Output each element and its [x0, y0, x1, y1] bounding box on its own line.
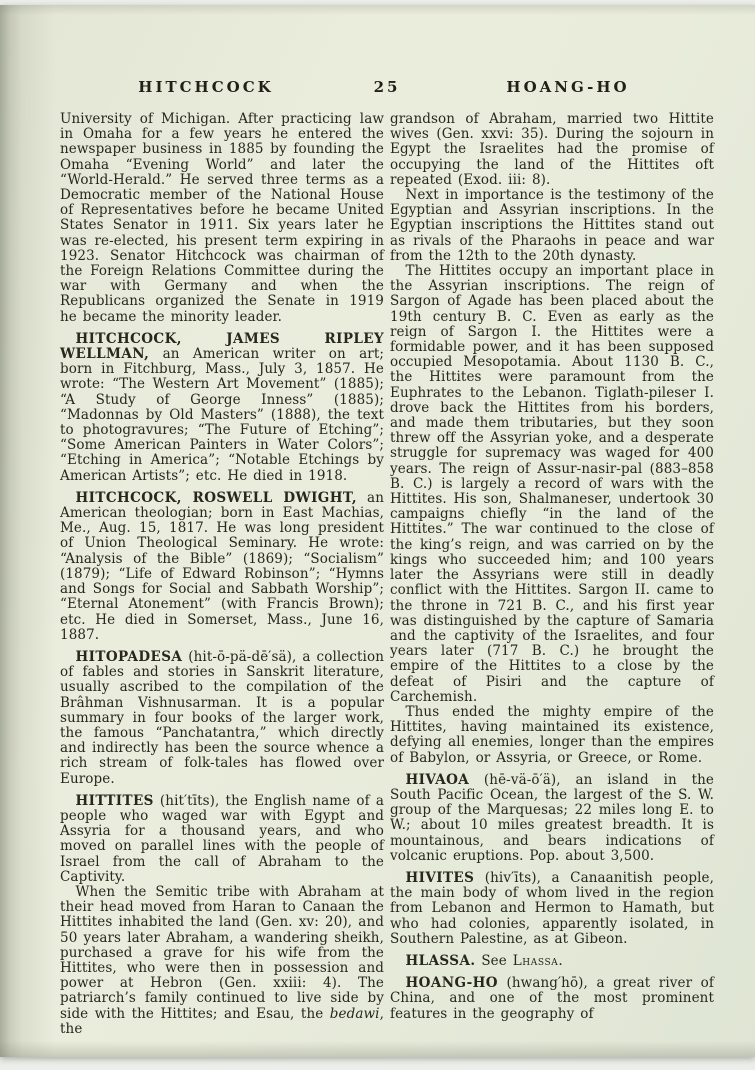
paragraph-hitopadesa	[60, 650, 384, 787]
entry-headword: HITCHCOCK, JAMES RIPLEY WELLMAN,	[60, 330, 384, 363]
paragraph-hivaoa	[390, 773, 714, 864]
text-run: .	[558, 952, 563, 969]
paragraph-hittites-assyrian	[390, 264, 714, 705]
guide-word-right: HOANG-HO	[506, 78, 630, 96]
column-right	[390, 112, 714, 1037]
text-run: an American theologian; born in East Machias, Me., Aug. 15, 1817. He was long president of Union Theological Seminary. He wrote: “Analysis of the Bible” (1869); “Socialism” (1879); “Life of Edward Robinson”; “Hymns and Songs for Social and Sabbath Worship”; “Eternal Atonement” (with Francis Brown); etc. He died in Somerset, Mass., June 16, 1887.	[60, 489, 384, 643]
paragraph-hitchcock-james-ripley-wellman	[60, 332, 384, 484]
paragraph-hittites-semitic-tribe	[60, 885, 384, 1037]
page-gutter-shadow	[0, 5, 60, 1057]
page-number: 25	[373, 78, 401, 96]
text-run: (hwang′hō), a great river of China, and one of the most prominent features in the geography of	[390, 975, 714, 1022]
entry-headword: HIVAOA	[405, 771, 470, 788]
text-run: , the	[60, 1005, 384, 1037]
text-run: See	[475, 952, 513, 969]
paragraph-hittites-end	[390, 705, 714, 766]
page-content	[60, 5, 714, 1057]
column-left	[60, 112, 384, 1037]
paragraph-hoang-ho	[390, 976, 714, 1022]
paragraph-hittites-inscriptions	[390, 188, 714, 264]
paragraph-hitchcock-roswell-dwight	[60, 491, 384, 643]
text-run: (hit-ō-pä-dē′sä), a collection of fables and stories in Sanskrit literature, usually ascribed to the compilation of the Brâhman Vishnusarman. It is a popular summary in four books of the larger work, the famous “Panchatantra,” which directly and indirectly has been the source whence a rich stream of folk-tales has flowed over Europe.	[60, 648, 384, 787]
text-run: The Hittites occupy an important place in the Assyrian inscriptions. The reign of Sargon of Agade has been placed about the 19th century B. C. Even as early as the reign of Sargon I. the Hittites were a formidable power, and it has been supposed occupied Mesopotamia. About 1130 B. C., the Hittites were paramount from the Euphrates to the Lebanon. Tiglath-pileser I. drove back the Hittites from his borders, and made them tributaries, but they soon threw off the Assyrian yoke, and a desperate struggle for supremacy was waged for 400 years. The reign of Assur-nasir-pal (883–858 B. C.) is largely a record of wars with the Hittites. His son, Shalmaneser, undertook 30 campaigns chiefly “in the land of the Hittites.” The war continued to the close of the king’s reign, and was carried on by the kings who succeeded him; and 100 years later the Assyrians were still in deadly conflict with the Hittites. Sargon II. came to the throne in 721 B. C., and his first year was distinguished by the capture of Samaria and the captivity of the Israelites, and four years later (717 B. C.) he brought the empire of the Hittites to a close by the defeat of Pisiri and the capture of Carchemish.	[390, 263, 714, 705]
text-columns	[60, 112, 714, 1037]
text-run: (hit′tīts), the English name of a people who waged war with Egypt and Assyria for a thousand years, and who moved on parallel lines with the people of Israel from the call of Abraham to the Captivity.	[60, 792, 384, 885]
paragraph-hittites-grandson-continuation	[390, 112, 714, 188]
text-run: an American writer on art; born in Fitchburg, Mass., July 3, 1857. He wrote: “The Western Art Movement” (1885); “A Study of George Inness” (1885); “Madonnas by Old Masters” (1888), the text to photogravures; “The Future of Etching”; “Some American Painters in Water Colors”; “Etching in America”; “Notable Etchings by American Artists”; etc. He died in 1918.	[60, 346, 384, 484]
entry-headword: HITCHCOCK, ROSWELL DWIGHT,	[75, 489, 357, 506]
text-run: Thus ended the mighty empire of the Hittites, having maintained its existence, defying all enemies, longer than the empires of Babylon, or Assyria, or Greece, or Rome.	[390, 703, 714, 766]
paragraph-hivites	[390, 871, 714, 947]
text-run: grandson of Abraham, married two Hittite wives (Gen. xxvi: 35). During the sojourn in Egypt the Israelites had the promise of occupying the land of the Hittites oft repeated (Exod. iii: 8).	[390, 111, 714, 188]
text-run: bedawi	[329, 1005, 380, 1022]
text-run: Lhassa	[512, 952, 559, 969]
entry-headword: HITTITES	[75, 792, 154, 809]
text-run: When the Semitic tribe with Abraham at their head moved from Haran to Canaan the Hittites inhabited the land (Gen. xv: 20), and 50 years later Abraham, a wandering sheikh, purchased a grave for his wife from the Hittites, who were then in possession and power at Hebron (Gen. xxiii: 4). The patriarch’s family continued to live side by side with the Hittites; and Esau, the	[60, 883, 384, 1022]
entry-headword: HLASSA.	[405, 952, 476, 969]
page-paper	[0, 5, 755, 1057]
paragraph-hlassa	[390, 954, 714, 969]
text-run: (hiv′īts), a Canaanitish people, the main body of whom lived in the region from Lebanon and Hermon to Hamath, but who had colonies, apparently isolated, in Southern Palestine, as at Gibeon.	[390, 869, 714, 947]
guide-word-left: HITCHCOCK	[138, 78, 274, 96]
entry-headword: HITOPADESA	[75, 648, 183, 665]
text-run: (hē-vä-ō′ä), an island in the South Pacific Ocean, the largest of the S. W. group of the Marquesas; 22 miles long E. to W.; about 10 miles greatest breadth. It is mountainous, and bears indications of volcanic eruptions. Pop. about 3,500.	[390, 771, 714, 864]
paragraph-hittites	[60, 794, 384, 885]
entry-headword: HIVITES	[405, 869, 475, 886]
entry-headword: HOANG-HO	[405, 975, 498, 992]
text-run: University of Michigan. After practicing law in Omaha for a few years he entered the newspaper business in 1885 by founding the Omaha “Evening World” and later the “World-Herald.” He served three terms as a Democratic member of the National House of Representatives before he became United States Senator in 1911. Six years later he was re-elected, his present term expiring in 1923. Senator Hitchcock was chairman of the Foreign Relations Committee during the war with Germany and when the Republicans organized the Senate in 1919 he became the minority leader.	[60, 111, 384, 325]
paragraph-hitchcock-gilbert-continuation	[60, 112, 384, 325]
text-run: Next in importance is the testimony of the Egyptian and Assyrian inscriptions. In the Egyptian inscriptions the Hittites stand out as rivals of the Pharaohs in peace and war from the 12th to the 20th dynasty.	[390, 187, 714, 264]
page-header	[60, 78, 714, 96]
